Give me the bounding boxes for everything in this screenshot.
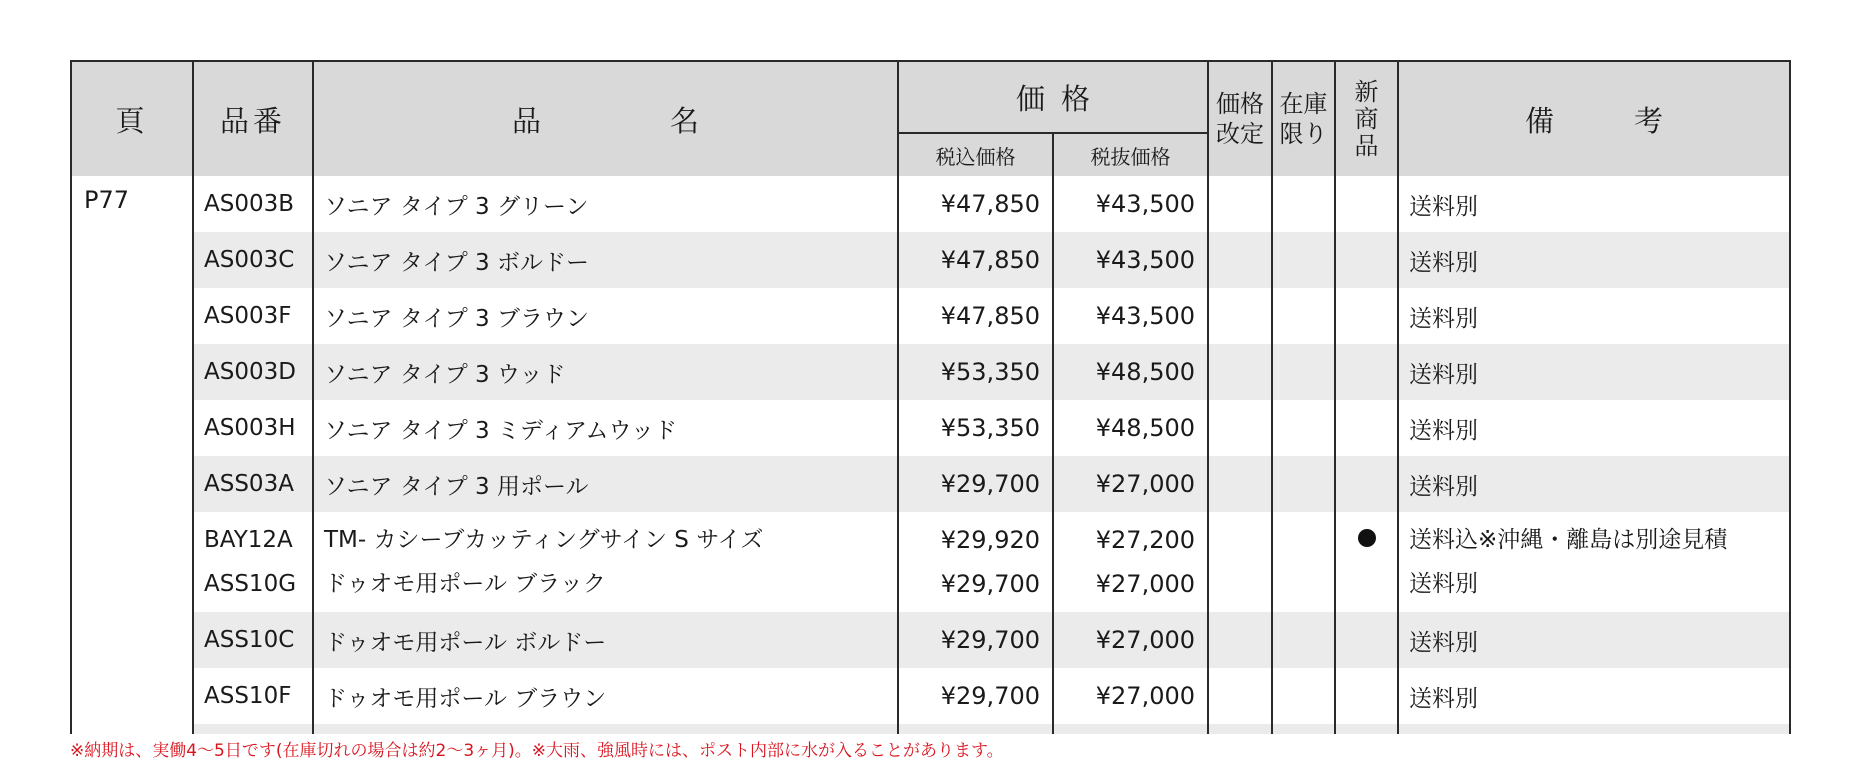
header-stock-line1: 在庫: [1279, 90, 1328, 118]
revision-cell: [1208, 724, 1272, 734]
stock-cell: [1272, 512, 1335, 612]
new-product-dot-icon: [1358, 529, 1376, 547]
price-excl-cell: ¥27,000: [1053, 668, 1208, 724]
new-cell: [1335, 288, 1398, 344]
new-cell: [1335, 176, 1398, 232]
note-cell: 送料別: [1398, 668, 1790, 724]
header-new-line2: 商: [1354, 104, 1379, 133]
price-excl-cell: ¥27,000: [1053, 456, 1208, 512]
code-cell: ASS10F: [193, 668, 313, 724]
price-excl-line: ¥27,200: [1095, 526, 1196, 554]
revision-cell: [1208, 612, 1272, 668]
price-incl-cell: ¥53,350: [898, 344, 1053, 400]
code-cell: [193, 724, 313, 734]
footnote: ※納期は、実働4〜5日です(在庫切れの場合は約2〜3ヶ月)。※大雨、強風時には、ポスト内部に水が入ることがあります。: [70, 741, 1004, 761]
header-revision-line2: 改定: [1216, 120, 1265, 148]
new-cell: [1335, 668, 1398, 724]
revision-cell: [1208, 232, 1272, 288]
price-incl-cell: ¥29,700: [898, 456, 1053, 512]
name-cell: [313, 512, 898, 612]
header-price-incl: 税込価格: [898, 133, 1053, 176]
name-cell: ドゥオモ用ポール ブラウン: [313, 668, 898, 724]
note-cell: [1398, 724, 1790, 734]
revision-cell: [1208, 668, 1272, 724]
stock-cell: [1272, 456, 1335, 512]
stock-cell: [1272, 400, 1335, 456]
revision-cell: [1208, 344, 1272, 400]
table-row: [71, 400, 1790, 456]
price-excl-cell: ¥48,500: [1053, 344, 1208, 400]
table-row: [71, 668, 1790, 724]
table-row: [71, 456, 1790, 512]
code-cell: AS003H: [193, 400, 313, 456]
note-line: 送料別: [1409, 571, 1479, 597]
stock-cell: [1272, 612, 1335, 668]
note-cell: 送料別: [1398, 400, 1790, 456]
name-cell: ソニア タイプ 3 ウッド: [313, 344, 898, 400]
header-name: 品 名: [313, 61, 898, 176]
note-cell: [1398, 512, 1790, 612]
price-incl-cell: ¥47,850: [898, 176, 1053, 232]
table-body: [71, 176, 1790, 734]
revision-cell: [1208, 456, 1272, 512]
header-page: 頁: [71, 61, 193, 176]
note-cell: 送料別: [1398, 288, 1790, 344]
table-row: [71, 176, 1790, 232]
header-price: 価格: [898, 61, 1208, 133]
new-cell: [1335, 724, 1398, 734]
stock-cell: [1272, 724, 1335, 734]
header-note: 備考: [1398, 61, 1790, 176]
stock-cell: [1272, 176, 1335, 232]
name-line: TM- カシーブカッティングサイン S サイズ: [324, 527, 764, 553]
price-incl-line: ¥29,920: [940, 526, 1040, 554]
price-incl-cell: ¥29,700: [898, 612, 1053, 668]
revision-cell: [1208, 400, 1272, 456]
revision-cell: [1208, 176, 1272, 232]
note-cell: 送料別: [1398, 344, 1790, 400]
new-cell: [1335, 456, 1398, 512]
table-row: [71, 512, 1790, 612]
header-price-excl: 税抜価格: [1053, 133, 1208, 176]
note-cell: 送料別: [1398, 232, 1790, 288]
note-cell: 送料別: [1398, 456, 1790, 512]
new-cell: [1335, 232, 1398, 288]
price-incl-cell: ¥29,700: [898, 668, 1053, 724]
new-cell: [1335, 344, 1398, 400]
code-line: BAY12A: [204, 527, 293, 553]
code-cell: ASS10C: [193, 612, 313, 668]
code-cell: [193, 512, 313, 612]
revision-cell: [1208, 288, 1272, 344]
price-excl-cell: ¥27,000: [1053, 612, 1208, 668]
code-cell: AS003D: [193, 344, 313, 400]
header-code: 品番: [193, 61, 313, 176]
price-incl-cell: ¥47,850: [898, 232, 1053, 288]
price-excl-cell: ¥43,500: [1053, 176, 1208, 232]
name-line: ドゥオモ用ポール ブラック: [324, 571, 606, 597]
price-table-sheet: [70, 60, 1789, 734]
price-excl-cell: ¥48,500: [1053, 400, 1208, 456]
price-incl-cell: [898, 512, 1053, 612]
price-incl-cell: ¥53,350: [898, 400, 1053, 456]
table-row-continuation: [71, 724, 1790, 734]
page-label: P77: [84, 186, 130, 214]
code-cell: ASS03A: [193, 456, 313, 512]
header-revision-line1: 価格: [1216, 90, 1265, 118]
code-cell: AS003B: [193, 176, 313, 232]
page-cell: [71, 176, 193, 734]
name-cell: ドゥオモ用ポール ボルドー: [313, 612, 898, 668]
name-cell: ソニア タイプ 3 ブラウン: [313, 288, 898, 344]
header-new-line1: 新: [1354, 77, 1379, 106]
name-cell: ソニア タイプ 3 用ポール: [313, 456, 898, 512]
name-cell: ソニア タイプ 3 ボルドー: [313, 232, 898, 288]
code-cell: AS003F: [193, 288, 313, 344]
revision-cell: [1208, 512, 1272, 612]
table-row: [71, 612, 1790, 668]
header-revision: [1208, 61, 1272, 176]
price-excl-line: ¥27,000: [1095, 570, 1196, 598]
price-excl-cell: [1053, 724, 1208, 734]
new-cell: [1335, 512, 1398, 612]
price-excl-cell: ¥43,500: [1053, 232, 1208, 288]
price-excl-cell: ¥43,500: [1053, 288, 1208, 344]
stock-cell: [1272, 344, 1335, 400]
note-cell: 送料別: [1398, 176, 1790, 232]
table-row: [71, 232, 1790, 288]
table-row: [71, 344, 1790, 400]
table-header: [71, 61, 1790, 176]
header-new-line3: 品: [1354, 131, 1379, 160]
stock-cell: [1272, 668, 1335, 724]
price-incl-line: ¥29,700: [940, 570, 1040, 598]
price-table: [70, 60, 1791, 734]
name-cell: ソニア タイプ 3 ミディアムウッド: [313, 400, 898, 456]
header-stock: [1272, 61, 1335, 176]
code-cell: AS003C: [193, 232, 313, 288]
new-cell: [1335, 400, 1398, 456]
table-row: [71, 288, 1790, 344]
new-marker: [1336, 518, 1397, 562]
stock-cell: [1272, 232, 1335, 288]
header-stock-line2: 限り: [1279, 120, 1328, 148]
note-cell: 送料別: [1398, 612, 1790, 668]
note-line: 送料込※沖縄・離島は別途見積: [1409, 527, 1728, 553]
new-cell: [1335, 612, 1398, 668]
name-cell: ソニア タイプ 3 グリーン: [313, 176, 898, 232]
price-incl-cell: ¥47,850: [898, 288, 1053, 344]
price-excl-cell: [1053, 512, 1208, 612]
code-line: ASS10G: [204, 571, 297, 597]
header-new: [1335, 61, 1398, 176]
name-cell: [313, 724, 898, 734]
stock-cell: [1272, 288, 1335, 344]
price-incl-cell: [898, 724, 1053, 734]
